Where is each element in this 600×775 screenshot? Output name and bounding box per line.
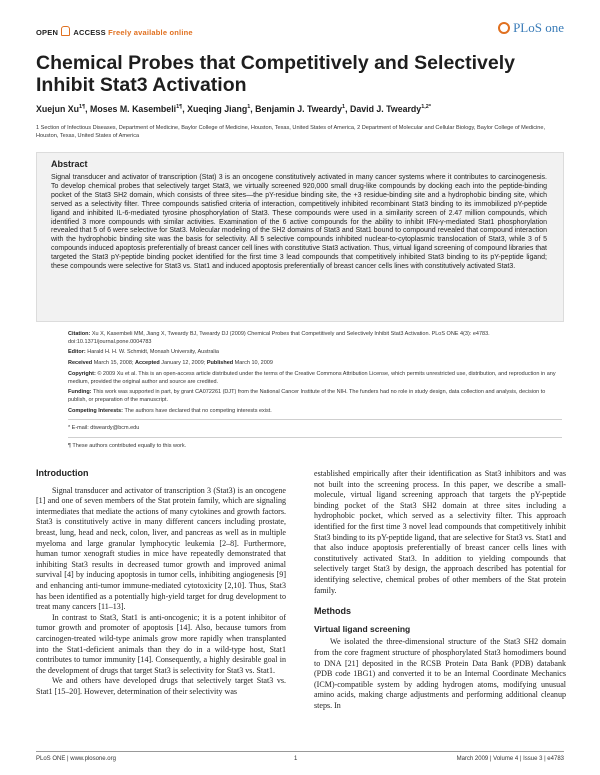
methods-heading: Methods bbox=[314, 606, 351, 617]
footer-journal-url[interactable]: PLoS ONE | www.plosone.org bbox=[36, 756, 116, 762]
dates: Received March 15, 2008; Accepted January 12, 2009; Published March 10, 2009 bbox=[68, 360, 273, 367]
open-access-lock-icon bbox=[61, 26, 70, 36]
editor: Editor: Harald H. H. W. Schmidt, Monash University, Australia bbox=[68, 349, 219, 356]
author-affiliation-mark: 1 bbox=[247, 104, 251, 111]
introduction-heading: Introduction bbox=[36, 468, 89, 478]
author-name: Xueqing Jiang bbox=[187, 104, 248, 114]
body-paragraph: established empirically after their identification as Stat3 inhibitors and was not built into the screening process. In this paper, we describe a small-molecule, virtual ligand screening approach that targets the pY-peptide binding pocket of the Stat3 SH2 domain at three sites including a hydrophobic pocket, which served as a selectivity filter. This approach identified for the first time 3 novel lead compounds that competitively inhibit Stat3 binding to its pY-peptide ligand, that are selective for Stat3 vs. Stat1 and that also induce apoptosis preferentially of breast cancer cells lines with constitutively activated Stat3. In addition to yielding compounds that selectively target Stat3 by design, the approach described has potential for identifying selective, chemical probes of other members of the Stat protein family. bbox=[314, 469, 566, 595]
body-paragraph: In contrast to Stat3, Stat1 is anti-oncogenic; it is a potent inhibitor of tumor growth and promoter of apoptosis [14]. Also, because tumors from carcinogen-treated wild-type animals grow more rapidly when transplanted into the Stat1-deficient animals than they do in a wild-type host, Stat1 contributes to tumor immunity [14]. Consequently, a highly desirable goal in the development of drugs that target Stat3 is selectivity for Stat3 vs. Stat1. bbox=[36, 612, 286, 675]
body-paragraph: Signal transducer and activator of transcription 3 (Stat3) is an oncogene [1] and one of seven members of the Stat protein family, which are signaling intermediates that mediate the actions of many cytokines and growth factors. Stat3 is constitutively active in many different cancers including prostate, breast, lung, head and neck, colon, liver, and pancreas as well as in multiple myeloma and large granular lymphocytic leukemia [2–8]. Furthermore, human tumor xenograft studies in mice have repeatedly demonstrated that inhibiting Stat3 results in decreased tumor growth and improved animal survival [4] by inducing apoptosis in tumor cells, inhibiting angiogenesis [9] and enhancing anti-tumor immune-mediated cytotoxicity [2,10]. Thus, Stat3 has been identified as a potentially high-yield target for drug development to treat many cancers [11–13]. bbox=[36, 485, 286, 612]
virtual-ligand-screening-heading: Virtual ligand screening bbox=[314, 623, 411, 634]
body-paragraph: We and others have developed drugs that selectively target Stat3 vs. Stat1 [15–20]. However, determination of their selectivity was bbox=[36, 676, 286, 696]
abstract-box bbox=[36, 152, 564, 322]
author-name: Moses M. Kasembeli bbox=[90, 104, 177, 114]
access-label: ACCESS bbox=[73, 28, 106, 37]
citation: Citation: Xu X, Kasembeli MM, Jiang X, Tweardy BJ, Tweardy DJ (2009) Chemical Probes that Competitively and Selectively Inhibit Stat3 Activation. PLoS ONE 4(3): e4783. doi:10.1371/journal.pone.0004783 bbox=[68, 331, 490, 345]
article-metadata bbox=[68, 331, 562, 454]
author-name: David J. Tweardy bbox=[349, 104, 422, 114]
corresponding-email[interactable]: * E-mail: dtweardy@bcm.edu bbox=[68, 425, 140, 432]
footer-issue-info: March 2009 | Volume 4 | Issue 3 | e4783 bbox=[456, 756, 564, 762]
open-access-banner bbox=[36, 26, 193, 37]
copyright: Copyright: © 2009 Xu et al. This is an open-access article distributed under the terms of the Creative Commons Attribution License, which permits unrestricted use, distribution, and reproduction in any medium, provided the original author and source are credited. bbox=[68, 370, 556, 385]
body-column-right bbox=[314, 469, 566, 711]
abstract-text: Signal transducer and activator of transcription (Stat) 3 is an oncogene constitutively activated in many cancer systems where it contributes to carcinogenesis. To develop chemical probes that selectively target Stat3, we virtually screened 920,000 small drug-like compounds by docking each into the peptide-binding pocket of the Stat3 SH2 domain, which consists of three sites—the pY-residue binding site, the +3 residue-binding site and a hydrophobic binding site, which served as a selectivity filter. Three compounds satisfied criteria of interaction, competitively inhibited recombinant Stat3 binding to its immobilized pY-peptide ligand and inhibited IL-6-mediated tyrosine phosphorylation of Stat3. These compounds were used in a similarity screen of 2.47 million compounds, which identified 3 more compounds with similar activities. Examination of the 6 active compounds for the ability to inhibit IFN-γ-mediated Stat1 phosphorylation revealed that 5 of 6 were selective for Stat3. Molecular modeling of the SH2 domains of Stat3 and Stat1 bound to compound revealed that compound interaction with the hydrophobic binding site was the basis for selectivity. All 5 selective compounds inhibited nuclear-to-cytoplasmic translocation of Stat3, while 3 of 5 compounds induced apoptosis preferentially of breast cancer cell lines with constitutive Stat3 activation. Thus, virtual ligand screening of compound libraries that targeted the Stat3 pY-peptide binding pocket identified for the first time 3 lead compounds that competitively inhibited Stat3 binding to its pY-peptide ligand; these compounds were selective for Stat3 vs. Stat1 and induced apoptosis preferentially of breast cancer cells lines with constitutively activated Stat3. bbox=[51, 174, 547, 271]
plos-ring-icon bbox=[498, 22, 510, 34]
page-number: 1 bbox=[294, 756, 298, 762]
author-affiliation-mark: 1,2* bbox=[421, 104, 431, 111]
author-affiliation-mark: 1 bbox=[342, 104, 346, 111]
body-paragraph: We isolated the three-dimensional structure of the Stat3 SH2 domain from the core fragment structure of phosphorylated Stat3 homodimers bound to DNA [21] deposited in the RCSB Protein Data Bank (PDB) databank (PDB code 1BG1) and converted it to be an Internal Coordinate Mechanics (ICM)-compatible system by adding hydrogen atoms, modifying unusual amino acids, making charge adjustments and performing additional cleanup steps. In bbox=[314, 637, 566, 710]
open-label: OPEN bbox=[36, 28, 59, 37]
affiliations: 1 Section of Infectious Diseases, Department of Medicine, Baylor College of Medicine, Houston, Texas, United States of America, 2 Department of Molecular and Cellular Biology, Baylor College of Medicine, Houston, Texas, United States of America bbox=[36, 125, 546, 139]
equal-contribution-note: ¶ These authors contributed equally to this work. bbox=[68, 442, 187, 449]
abstract-heading: Abstract bbox=[51, 159, 88, 169]
author-list: Xuejun $Xu^{1\P}$, Moses M. Kasembeli$^{1\P}$, Xueqing Jiang$^1$, Benjamin J. Tweardy$^1$, David J. Tweardy$^{1,2*}$ bbox=[36, 104, 431, 114]
article-title: Chemical Probes that Competitively and Selectively Inhibit Stat3 Activation bbox=[36, 52, 515, 96]
freely-available-label: Freely available online bbox=[108, 28, 193, 37]
body-column-left bbox=[36, 468, 286, 697]
author-affiliation-mark: 1¶ bbox=[79, 104, 86, 111]
competing-interests: Competing Interests: The authors have declared that no competing interests exist. bbox=[68, 407, 272, 414]
author-name: Xuejun Xu bbox=[36, 104, 80, 114]
funding: Funding: This work was supported in part, by grant CA072261 (DJT) from the National Cancer Institute of the NIH. The funders had no role in study design, data collection and analysis, decision to publish, or preparation of the manuscript. bbox=[68, 389, 546, 403]
author-name: Benjamin J. Tweardy bbox=[255, 104, 343, 114]
metadata-divider bbox=[68, 419, 562, 420]
journal-logo-text: PLoS one bbox=[513, 20, 564, 35]
metadata-divider bbox=[68, 437, 562, 438]
author-affiliation-mark: 1¶ bbox=[176, 104, 183, 111]
footer-divider bbox=[36, 751, 564, 752]
journal-logo[interactable] bbox=[498, 20, 564, 36]
